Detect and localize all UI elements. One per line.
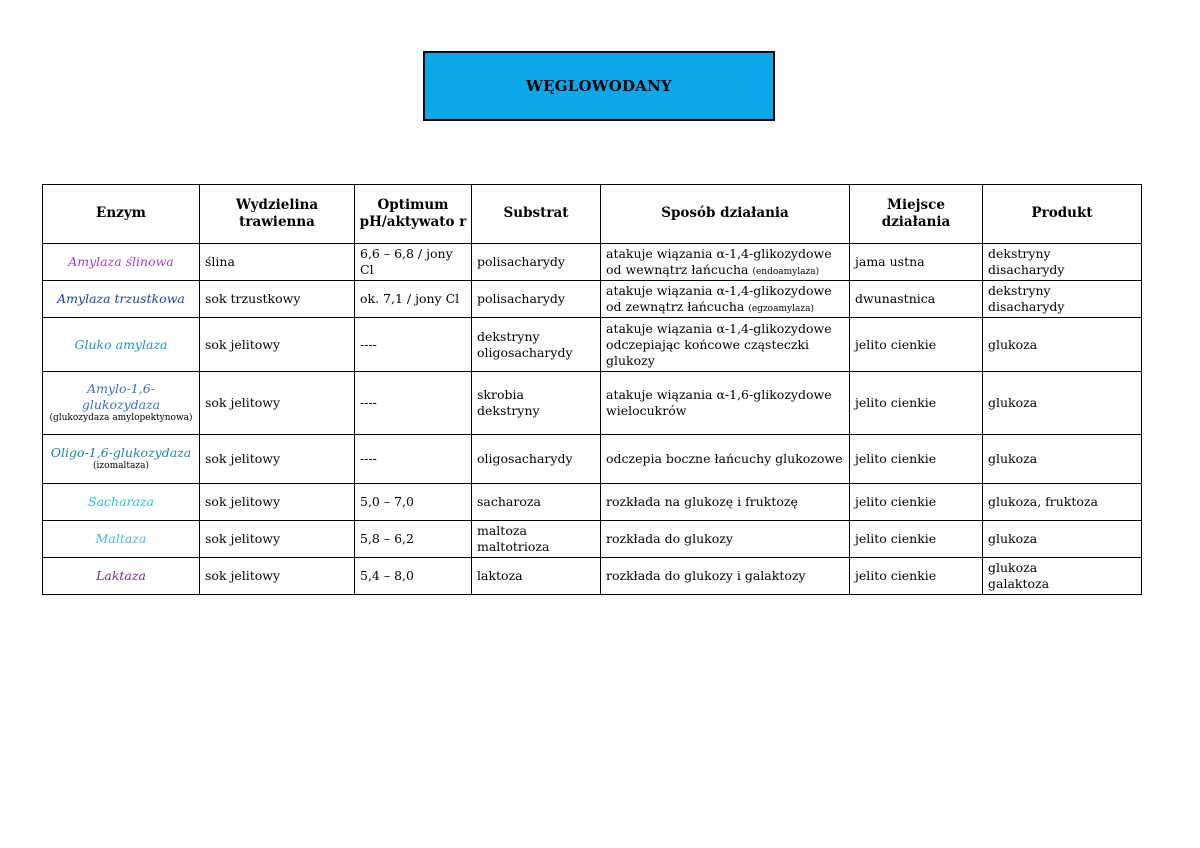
header-substrate: Substrat [472, 185, 601, 244]
place-cell: jama ustna [850, 244, 983, 281]
secretion-cell: sok jelitowy [200, 318, 355, 372]
table-row [43, 281, 1142, 318]
product-line: dekstryny [988, 246, 1051, 261]
optimum-cell: ok. 7,1 / jony Cl [355, 281, 472, 318]
product-line: dekstryny [988, 283, 1051, 298]
action-cell: rozkłada na glukozę i fruktozę [601, 484, 850, 521]
enzyme-note: (izomaltaza) [93, 461, 149, 472]
product-cell [983, 281, 1142, 318]
table-row [43, 558, 1142, 595]
table-row [43, 244, 1142, 281]
action-cell: rozkłada do glukozy i galaktozy [601, 558, 850, 595]
document-title: WĘGLOWODANY [423, 51, 775, 121]
substrate-line: skrobia [477, 387, 524, 402]
secretion-cell: sok jelitowy [200, 558, 355, 595]
secretion-cell: sok jelitowy [200, 372, 355, 435]
substrate-line: maltotrioza [477, 539, 550, 554]
place-cell: jelito cienkie [850, 372, 983, 435]
header-product: Produkt [983, 185, 1142, 244]
header-optimum: Optimum pH/aktywato r [355, 185, 472, 244]
product-line: disacharydy [988, 299, 1065, 314]
substrate-cell: polisacharydy [472, 244, 601, 281]
action-cell: rozkłada do glukozy [601, 521, 850, 558]
substrate-line: maltoza [477, 523, 527, 538]
secretion-cell: sok jelitowy [200, 435, 355, 484]
optimum-cell: ---- [355, 435, 472, 484]
substrate-line: oligosacharydy [477, 344, 573, 360]
place-cell: jelito cienkie [850, 484, 983, 521]
table-row [43, 318, 1142, 372]
table-row [43, 484, 1142, 521]
secretion-cell: ślina [200, 244, 355, 281]
substrate-line: dekstryny [477, 328, 540, 344]
table-row [43, 372, 1142, 435]
place-cell: jelito cienkie [850, 318, 983, 372]
place-cell: dwunastnica [850, 281, 983, 318]
header-action: Sposób działania [601, 185, 850, 244]
product-line: galaktoza [988, 576, 1050, 591]
action-text: atakuje wiązania α-1,4-glikozydowe od zewnątrz łańcucha [606, 282, 832, 314]
action-cell: odczepia boczne łańcuchy glukozowe [601, 435, 850, 484]
secretion-cell: sok jelitowy [200, 484, 355, 521]
action-cell: atakuje wiązania α-1,6-glikozydowe wielocukrów [601, 372, 850, 435]
enzyme-name: Gluko amylaza [43, 318, 200, 372]
optimum-cell: 5,4 – 8,0 [355, 558, 472, 595]
secretion-cell: sok trzustkowy [200, 281, 355, 318]
product-cell: glukoza [983, 435, 1142, 484]
action-note: (egzoamylaza) [748, 303, 814, 314]
optimum-cell: 6,6 – 6,8 / jony Cl [355, 244, 472, 281]
header-secretion: Wydzielina trawienna [200, 185, 355, 244]
substrate-cell: oligosacharydy [472, 435, 601, 484]
product-cell: glukoza [983, 521, 1142, 558]
enzyme-name: Amylaza ślinowa [43, 244, 200, 281]
product-cell: glukoza [983, 372, 1142, 435]
substrate-cell: polisacharydy [472, 281, 601, 318]
substrate-cell: sacharoza [472, 484, 601, 521]
product-line: glukoza [988, 560, 1038, 575]
product-cell: glukoza, fruktoza [983, 484, 1142, 521]
substrate-cell: laktoza [472, 558, 601, 595]
optimum-cell: 5,0 – 7,0 [355, 484, 472, 521]
optimum-cell: ---- [355, 318, 472, 372]
place-cell: jelito cienkie [850, 558, 983, 595]
enzyme-name: Sacharaza [43, 484, 200, 521]
table-row [43, 435, 1142, 484]
action-cell: atakuje wiązania α-1,4-glikozydowe odczepiając końcowe cząsteczki glukozy [601, 318, 850, 372]
enzyme-name: Amylaza trzustkowa [43, 281, 200, 318]
enzyme-name: Laktaza [43, 558, 200, 595]
action-note: (endoamylaza) [752, 266, 820, 277]
place-cell: jelito cienkie [850, 435, 983, 484]
action-cell [601, 244, 850, 281]
secretion-cell: sok jelitowy [200, 521, 355, 558]
enzyme-label: Oligo-1,6-glukozydaza [50, 445, 192, 461]
action-text: atakuje wiązania α-1,4-glikozydowe od wewnątrz łańcucha [606, 245, 832, 277]
place-cell: jelito cienkie [850, 521, 983, 558]
product-line: disacharydy [988, 262, 1065, 277]
action-cell [601, 281, 850, 318]
product-cell [983, 558, 1142, 595]
table-header-row [43, 185, 1142, 244]
enzyme-name: Maltaza [43, 521, 200, 558]
substrate-cell [472, 318, 601, 372]
product-cell: glukoza [983, 318, 1142, 372]
enzyme-label: Amylo-1,6-glukozydaza [81, 381, 161, 413]
optimum-cell: 5,8 – 6,2 [355, 521, 472, 558]
enzymes-table [42, 184, 1142, 595]
substrate-line: dekstryny [477, 403, 540, 418]
table-row [43, 521, 1142, 558]
header-place: Miejsce działania [850, 185, 983, 244]
optimum-cell: ---- [355, 372, 472, 435]
enzyme-name [43, 372, 200, 435]
enzyme-name [43, 435, 200, 484]
substrate-cell [472, 521, 601, 558]
header-enzyme: Enzym [43, 185, 200, 244]
substrate-cell [472, 372, 601, 435]
enzyme-note: (glukozydaza amylopektynowa) [49, 413, 193, 424]
product-cell [983, 244, 1142, 281]
